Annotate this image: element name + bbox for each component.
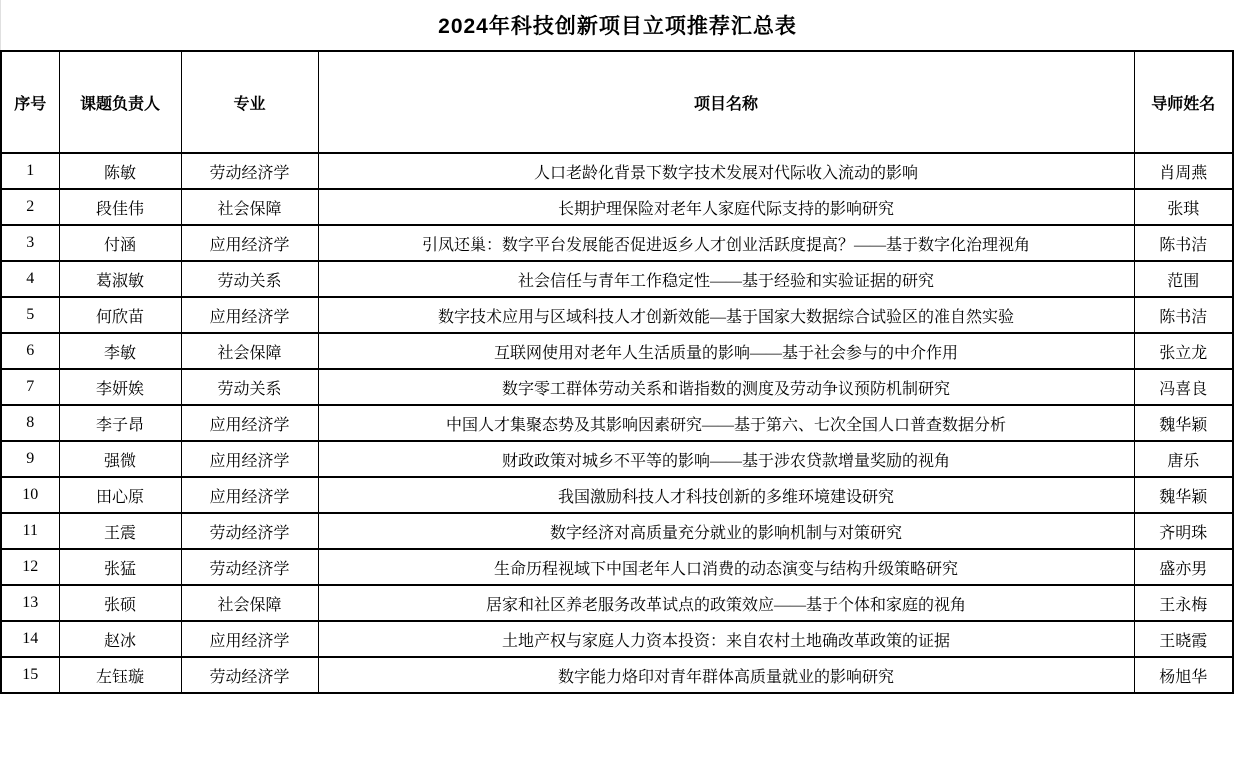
- cell-mentor: 范围: [1134, 261, 1233, 297]
- cell-no: 11: [1, 513, 59, 549]
- cell-project: 数字零工群体劳动关系和谐指数的测度及劳动争议预防机制研究: [318, 369, 1134, 405]
- cell-mentor: 王永梅: [1134, 585, 1233, 621]
- cell-no: 13: [1, 585, 59, 621]
- cell-no: 12: [1, 549, 59, 585]
- cell-project: 财政政策对城乡不平等的影响——基于涉农贷款增量奖励的视角: [318, 441, 1134, 477]
- cell-no: 10: [1, 477, 59, 513]
- cell-major: 劳动经济学: [181, 153, 318, 189]
- cell-mentor: 张琪: [1134, 189, 1233, 225]
- table-row: [1, 585, 1233, 621]
- cell-major: 社会保障: [181, 585, 318, 621]
- cell-mentor: 王晓霞: [1134, 621, 1233, 657]
- cell-leader: 李子昂: [59, 405, 181, 441]
- cell-project: 中国人才集聚态势及其影响因素研究——基于第六、七次全国人口普查数据分析: [318, 405, 1134, 441]
- cell-mentor: 张立龙: [1134, 333, 1233, 369]
- table-row: [1, 621, 1233, 657]
- cell-project: 我国激励科技人才科技创新的多维环境建设研究: [318, 477, 1134, 513]
- cell-major: 劳动经济学: [181, 513, 318, 549]
- cell-major: 应用经济学: [181, 297, 318, 333]
- cell-mentor: 肖周燕: [1134, 153, 1233, 189]
- table-row: [1, 189, 1233, 225]
- cell-project: 互联网使用对老年人生活质量的影响——基于社会参与的中介作用: [318, 333, 1134, 369]
- cell-leader: 付涵: [59, 225, 181, 261]
- cell-project: 居家和社区养老服务改革试点的政策效应——基于个体和家庭的视角: [318, 585, 1134, 621]
- cell-mentor: 齐明珠: [1134, 513, 1233, 549]
- cell-project: 数字经济对高质量充分就业的影响机制与对策研究: [318, 513, 1134, 549]
- cell-major: 应用经济学: [181, 477, 318, 513]
- summary-table: [0, 50, 1234, 694]
- cell-mentor: 魏华颖: [1134, 405, 1233, 441]
- table-row: [1, 657, 1233, 693]
- table-row: [1, 477, 1233, 513]
- cell-major: 劳动经济学: [181, 657, 318, 693]
- column-header-mentor: 导师姓名: [1134, 51, 1233, 153]
- cell-leader: 何欣苗: [59, 297, 181, 333]
- cell-mentor: 盛亦男: [1134, 549, 1233, 585]
- cell-no: 6: [1, 333, 59, 369]
- column-header-no: 序号: [1, 51, 59, 153]
- cell-major: 应用经济学: [181, 225, 318, 261]
- table-row: [1, 549, 1233, 585]
- cell-leader: 葛淑敏: [59, 261, 181, 297]
- cell-leader: 强微: [59, 441, 181, 477]
- cell-major: 社会保障: [181, 189, 318, 225]
- cell-leader: 张硕: [59, 585, 181, 621]
- column-header-major: 专业: [181, 51, 318, 153]
- cell-major: 应用经济学: [181, 441, 318, 477]
- table-body: [1, 153, 1233, 693]
- sheet-title-row: [0, 0, 1234, 50]
- cell-no: 15: [1, 657, 59, 693]
- table-row: [1, 405, 1233, 441]
- cell-no: 1: [1, 153, 59, 189]
- cell-leader: 张猛: [59, 549, 181, 585]
- table-row: [1, 369, 1233, 405]
- cell-no: 3: [1, 225, 59, 261]
- table-row: [1, 297, 1233, 333]
- cell-project: 引凤还巢：数字平台发展能否促进返乡人才创业活跃度提高？——基于数字化治理视角: [318, 225, 1134, 261]
- cell-no: 8: [1, 405, 59, 441]
- cell-mentor: 魏华颖: [1134, 477, 1233, 513]
- header-row: [1, 51, 1233, 153]
- cell-project: 生命历程视域下中国老年人口消费的动态演变与结构升级策略研究: [318, 549, 1134, 585]
- cell-no: 4: [1, 261, 59, 297]
- cell-leader: 王震: [59, 513, 181, 549]
- cell-leader: 李敏: [59, 333, 181, 369]
- column-header-project: 项目名称: [318, 51, 1134, 153]
- table-row: [1, 513, 1233, 549]
- cell-no: 9: [1, 441, 59, 477]
- cell-mentor: 陈书洁: [1134, 297, 1233, 333]
- cell-major: 劳动关系: [181, 261, 318, 297]
- cell-leader: 田心原: [59, 477, 181, 513]
- cell-no: 5: [1, 297, 59, 333]
- cell-project: 社会信任与青年工作稳定性——基于经验和实验证据的研究: [318, 261, 1134, 297]
- cell-major: 应用经济学: [181, 621, 318, 657]
- cell-project: 数字能力烙印对青年群体高质量就业的影响研究: [318, 657, 1134, 693]
- table-row: [1, 441, 1233, 477]
- cell-project: 长期护理保险对老年人家庭代际支持的影响研究: [318, 189, 1134, 225]
- table-row: [1, 261, 1233, 297]
- cell-no: 7: [1, 369, 59, 405]
- cell-leader: 段佳伟: [59, 189, 181, 225]
- table-row: [1, 153, 1233, 189]
- table-header: [1, 51, 1233, 153]
- column-header-leader: 课题负责人: [59, 51, 181, 153]
- cell-no: 14: [1, 621, 59, 657]
- cell-major: 劳动关系: [181, 369, 318, 405]
- cell-project: 土地产权与家庭人力资本投资：来自农村土地确改革政策的证据: [318, 621, 1134, 657]
- cell-project: 人口老龄化背景下数字技术发展对代际收入流动的影响: [318, 153, 1134, 189]
- cell-mentor: 冯喜良: [1134, 369, 1233, 405]
- cell-major: 社会保障: [181, 333, 318, 369]
- cell-leader: 左钰璇: [59, 657, 181, 693]
- cell-mentor: 陈书洁: [1134, 225, 1233, 261]
- table-row: [1, 225, 1233, 261]
- cell-leader: 李妍娭: [59, 369, 181, 405]
- cell-no: 2: [1, 189, 59, 225]
- cell-leader: 陈敏: [59, 153, 181, 189]
- table-row: [1, 333, 1233, 369]
- cell-major: 劳动经济学: [181, 549, 318, 585]
- cell-project: 数字技术应用与区域科技人才创新效能—基于国家大数据综合试验区的准自然实验: [318, 297, 1134, 333]
- cell-leader: 赵冰: [59, 621, 181, 657]
- page-title: 2024年科技创新项目立项推荐汇总表: [438, 15, 797, 38]
- cell-major: 应用经济学: [181, 405, 318, 441]
- cell-mentor: 杨旭华: [1134, 657, 1233, 693]
- cell-mentor: 唐乐: [1134, 441, 1233, 477]
